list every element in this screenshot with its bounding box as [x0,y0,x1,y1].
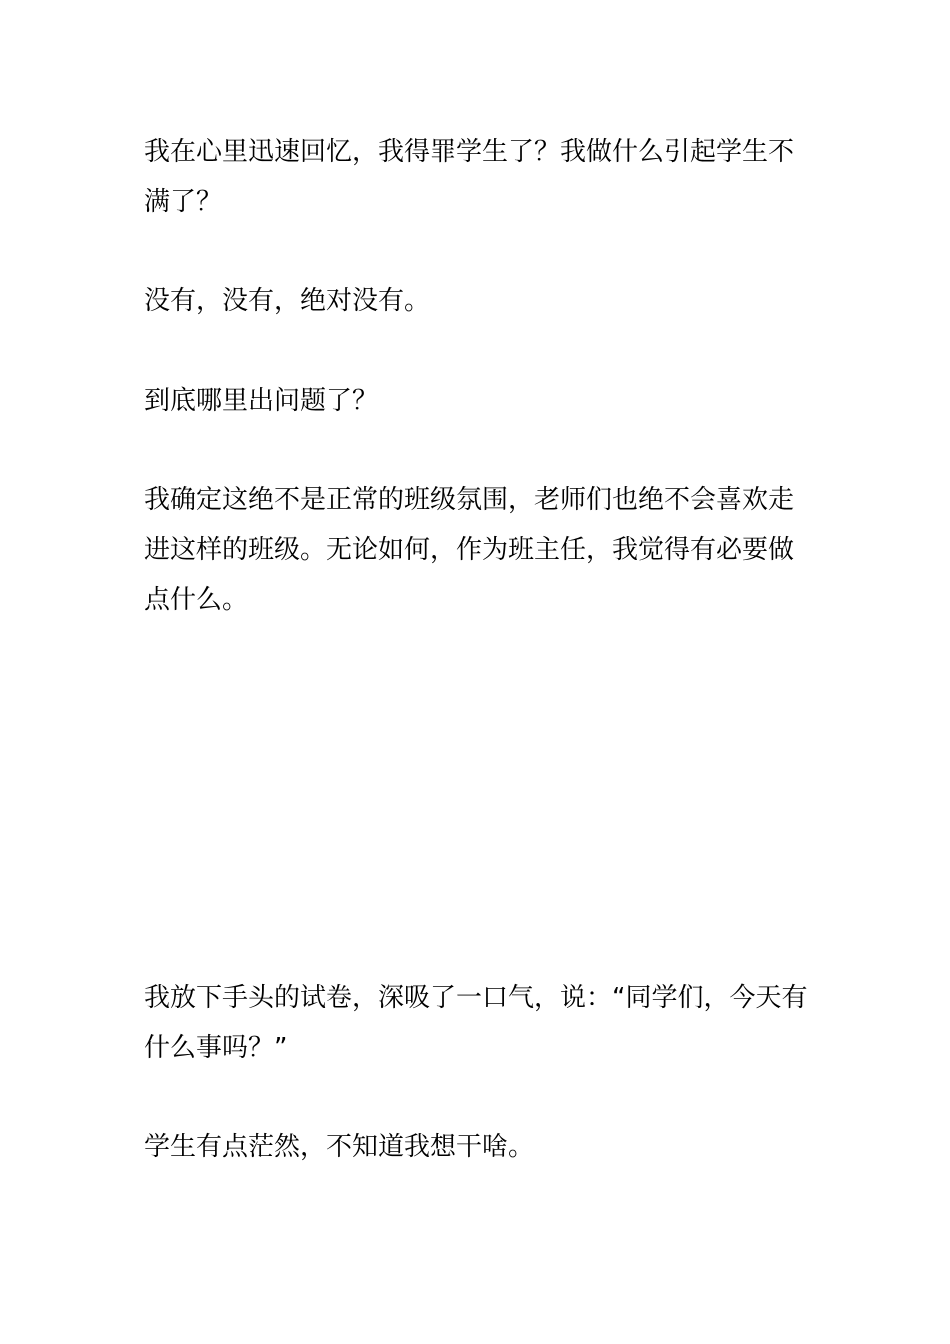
paragraph: 我放下手头的试卷，深吸了一口气，说：“同学们，今天有什么事吗？” [144,983,808,1063]
paragraph: 没有，没有，绝对没有。 [144,286,431,316]
paragraph: 学生有点茫然，不知道我想干啥。 [144,1132,535,1162]
paragraph: 我在心里迅速回忆，我得罪学生了？我做什么引起学生不满了？ [144,137,795,217]
paragraph: 我确定这绝不是正常的班级氛围，老师们也绝不会喜欢走进这样的班级。无论如何，作为班主任，我觉得有必要做点什么。 [144,485,795,615]
paragraph: 到底哪里出问题了？ [144,386,379,416]
